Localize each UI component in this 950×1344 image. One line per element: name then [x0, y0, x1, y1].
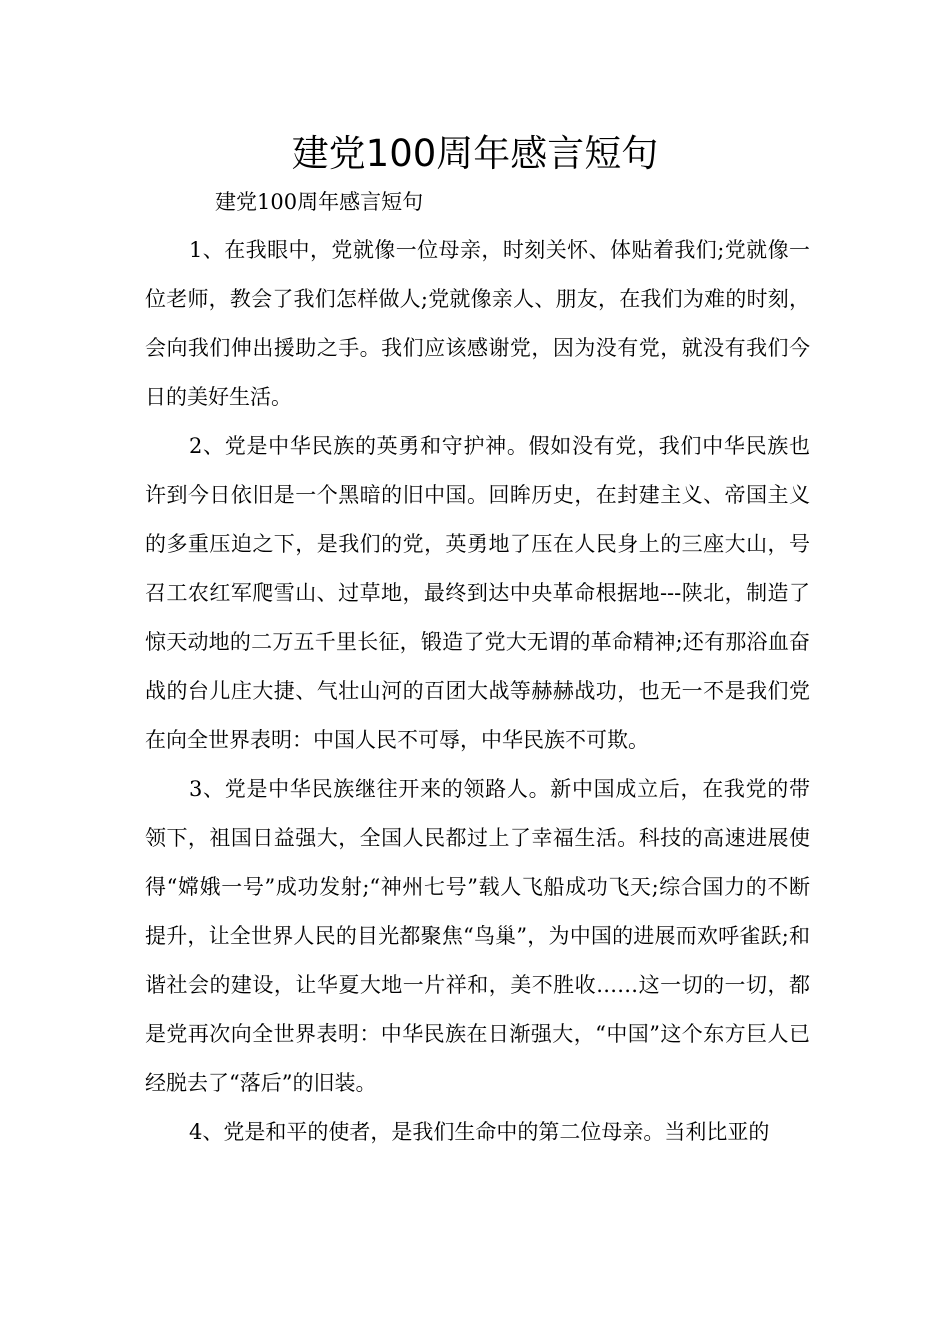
- page-title: 建党100周年感言短句: [291, 132, 659, 175]
- paragraph-2: 2、党是中华民族的英勇和守护神。假如没有党，我们中华民族也许到今日依旧是一个黑暗的旧中国。回眸历史，在封建主义、帝国主义的多重压迫之下，是我们的党，英勇地了压在人民身上的三座大山，号召工农红军爬雪山、过草地，最终到达中央革命根据地---陕北，制造了惊天动地的二万五千里长征，锻造了党大无谓的革命精神;还有那浴血奋战的台儿庄大捷、气壮山河的百团大战等赫赫战功，也无一不是我们党在向全世界表明：中国人民不可辱，中华民族不可欺。: [145, 434, 810, 752]
- paragraph-4: 4、党是和平的使者，是我们生命中的第二位母亲。当利比亚的: [189, 1120, 770, 1144]
- document-body: [145, 226, 810, 1157]
- document-subtitle: 建党100周年感言短句: [215, 190, 424, 214]
- paragraph-1: 1、在我眼中，党就像一位母亲，时刻关怀、体贴着我们;党就像一位老师，教会了我们怎样做人;党就像亲人、朋友，在我们为难的时刻，会向我们伸出援助之手。我们应该感谢党，因为没有党，就没有我们今日的美好生活。: [145, 238, 810, 409]
- paragraph-3: 3、党是中华民族继往开来的领路人。新中国成立后，在我党的带领下，祖国日益强大，全国人民都过上了幸福生活。科技的高速进展使得“嫦娥一号”成功发射;“神州七号”载人飞船成功飞天;综合国力的不断提升，让全世界人民的目光都聚焦“鸟巢”，为中国的进展而欢呼雀跃;和谐社会的建设，让华夏大地一片祥和，美不胜收……这一切的一切，都是党再次向全世界表明：中华民族在日渐强大，“中国”这个东方巨人已经脱去了“落后”的旧装。: [145, 777, 810, 1095]
